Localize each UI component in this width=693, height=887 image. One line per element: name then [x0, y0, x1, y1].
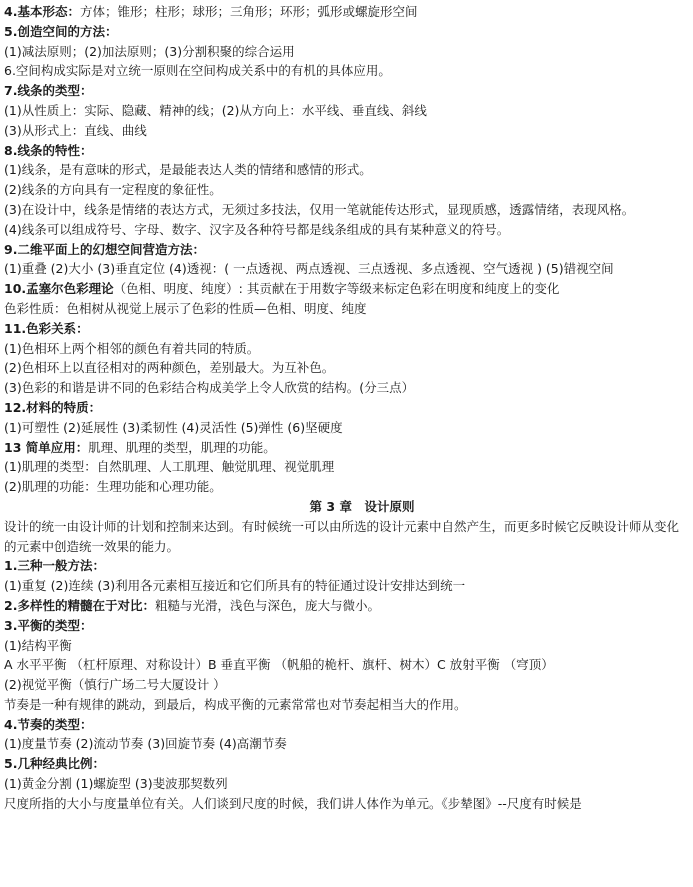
line-text: (3)从形式上：直线、曲线 — [4, 122, 147, 138]
section-chapter-3-content — [4, 517, 690, 814]
text-line — [4, 259, 690, 279]
text-line — [4, 160, 690, 180]
text-line — [4, 200, 690, 220]
text-line — [4, 457, 690, 477]
text-line — [4, 240, 690, 260]
text-line — [4, 279, 690, 299]
text-line — [4, 220, 690, 240]
text-line — [4, 734, 690, 754]
line-text: 色彩性质：色相树从视觉上展示了色彩的性质—色相、明度、纯度 — [4, 300, 367, 316]
line-text: (1)减法原则；(2)加法原则；(3)分割积聚的综合运用 — [4, 43, 295, 59]
line-text: (1)可塑性 (2)延展性 (3)柔韧性 (4)灵活性 (5)弹性 (6)坚硬度 — [4, 419, 343, 435]
line-text: (2)视觉平衡（慎行广场二号大厦设计 ） — [4, 677, 226, 693]
heading-label: 3.平衡的类型： — [4, 617, 93, 633]
section-chapter-2-content — [4, 2, 690, 497]
line-text: (1)黄金分割 (1)螺旋型 (3)斐波那契数列 — [4, 776, 228, 792]
text-line — [4, 180, 690, 200]
text-line — [4, 715, 690, 735]
heading-label: 5.创造空间的方法： — [4, 23, 118, 39]
heading-label: 4.基本形态： — [4, 4, 80, 19]
line-text: 方体；锥形；柱形；球形；三角形；环形；弧形或螺旋形空间 — [79, 4, 418, 19]
text-line — [4, 774, 690, 794]
line-text: (2)肌理的功能：生理功能和心理功能。 — [4, 479, 222, 495]
text-line — [4, 636, 690, 656]
heading-label: 4.节奏的类型： — [4, 716, 93, 732]
line-text: (2)线条的方向具有一定程度的象征性。 — [4, 182, 222, 198]
text-line — [4, 754, 690, 774]
text-line — [4, 418, 690, 438]
heading-label: 12.材料的特质： — [4, 399, 102, 415]
line-text: A 水平平衡 （杠杆原理、对称设计）B 垂直平衡 （帆船的桅杆、旗杆、树木）C 放射平衡 （穹顶） — [4, 657, 554, 673]
line-text: 节奏是一种有规律的跳动，到最后，构成平衡的元素常常也对节奏起相当大的作用。 — [4, 696, 467, 712]
text-line — [4, 576, 690, 596]
line-text: 粗糙与光滑，浅色与深色，庞大与微小。 — [154, 597, 380, 613]
line-text: 肌理、肌理的类型，肌理的功能。 — [88, 439, 276, 455]
text-line — [4, 616, 690, 636]
text-line — [4, 378, 690, 398]
heading-label: 9.二维平面上的幻想空间营造方法： — [4, 241, 205, 257]
text-line — [4, 319, 690, 339]
chapter-title: 第 3 章 设计原则 — [309, 498, 415, 514]
heading-label: 11.色彩关系： — [4, 320, 89, 336]
heading-label: 1.三种一般方法： — [4, 558, 105, 574]
line-text: (1)色相环上两个相邻的颜色有着共同的特质。 — [4, 340, 260, 356]
line-text: (1)线条，是有意味的形式，是最能表达人类的情绪和感情的形式。 — [4, 162, 372, 178]
text-line — [4, 398, 690, 418]
text-line — [4, 794, 690, 814]
line-text: (3)在设计中，线条是情绪的表达方式，无须过多技法，仅用一笔就能传达形式，显现质感，透露情绪，表现风格。 — [4, 201, 635, 217]
heading-label: 8.线条的特性： — [4, 142, 93, 158]
line-text: 尺度所指的大小与度量单位有关。人们谈到尺度的时候，我们讲人体作为单元。《步辇图》--尺度有时候是 — [4, 795, 582, 811]
line-text: (3)色彩的和谐是讲不同的色彩结合构成美学上令人欣赏的结构。(分三点） — [4, 380, 415, 396]
text-line — [4, 42, 690, 62]
heading-label: 13 简单应用： — [4, 439, 89, 455]
line-text: (4)线条可以组成符号、字母、数字、汉字及各种符号都是线条组成的具有某种意义的符号。 — [4, 221, 510, 237]
text-line — [4, 61, 690, 81]
text-line — [4, 695, 690, 715]
line-text: 设计的统一由设计师的计划和控制来达到。有时候统一可以由所选的设计元素中自然产生，而更多时候它反映设计师从变化的元素中创造统一效果的能力。 — [4, 518, 680, 554]
line-text: (1)从性质上：实际、隐藏、精神的线；(2)从方向上：水平线、垂直线、斜线 — [4, 102, 427, 118]
text-line — [4, 339, 690, 359]
text-line — [4, 556, 690, 576]
text-line — [4, 101, 690, 121]
text-line — [4, 22, 690, 42]
heading-label: 7.线条的类型： — [4, 83, 93, 99]
text-line — [4, 358, 690, 378]
line-text: （色相、明度、纯度）: 其贡献在于用数字等级来标定色彩在明度和纯度上的变化 — [113, 281, 560, 297]
line-text: (2)色相环上以直径相对的两种颜色，差别最大。为互补色。 — [4, 360, 335, 376]
text-line — [4, 596, 690, 616]
line-text: (1)重复 (2)连续 (3)利用各元素相互接近和它们所具有的特征通过设计安排达到统一 — [4, 578, 466, 594]
heading-label: 2.多样性的精髓在于对比： — [4, 597, 155, 613]
text-line — [4, 477, 690, 497]
line-text: (1)重叠 (2)大小 (3)垂直定位 (4)透视：( 一点透视、两点透视、三点透视、多点透视、空气透视 ) (5)错视空间 — [4, 261, 614, 277]
text-line — [4, 81, 690, 101]
text-line — [4, 121, 690, 141]
text-line — [4, 438, 690, 458]
line-text: (1)结构平衡 — [4, 637, 72, 653]
line-text: 6.空间构成实际是对立统一原则在空间构成关系中的有机的具体应用。 — [4, 63, 391, 79]
text-line — [4, 141, 690, 161]
line-text: (1)度量节奏 (2)流动节奏 (3)回旋节奏 (4)高潮节奏 — [4, 736, 287, 752]
text-line — [4, 655, 690, 675]
heading-label: 5.几种经典比例： — [4, 756, 105, 772]
text-line — [4, 517, 690, 557]
text-line — [4, 2, 690, 22]
document-page — [4, 2, 690, 814]
text-line — [4, 299, 690, 319]
text-line — [4, 675, 690, 695]
line-text: (1)肌理的类型：自然肌理、人工肌理、触觉肌理、视觉肌理 — [4, 459, 335, 475]
heading-label: 10.孟塞尔色彩理论 — [4, 281, 114, 297]
